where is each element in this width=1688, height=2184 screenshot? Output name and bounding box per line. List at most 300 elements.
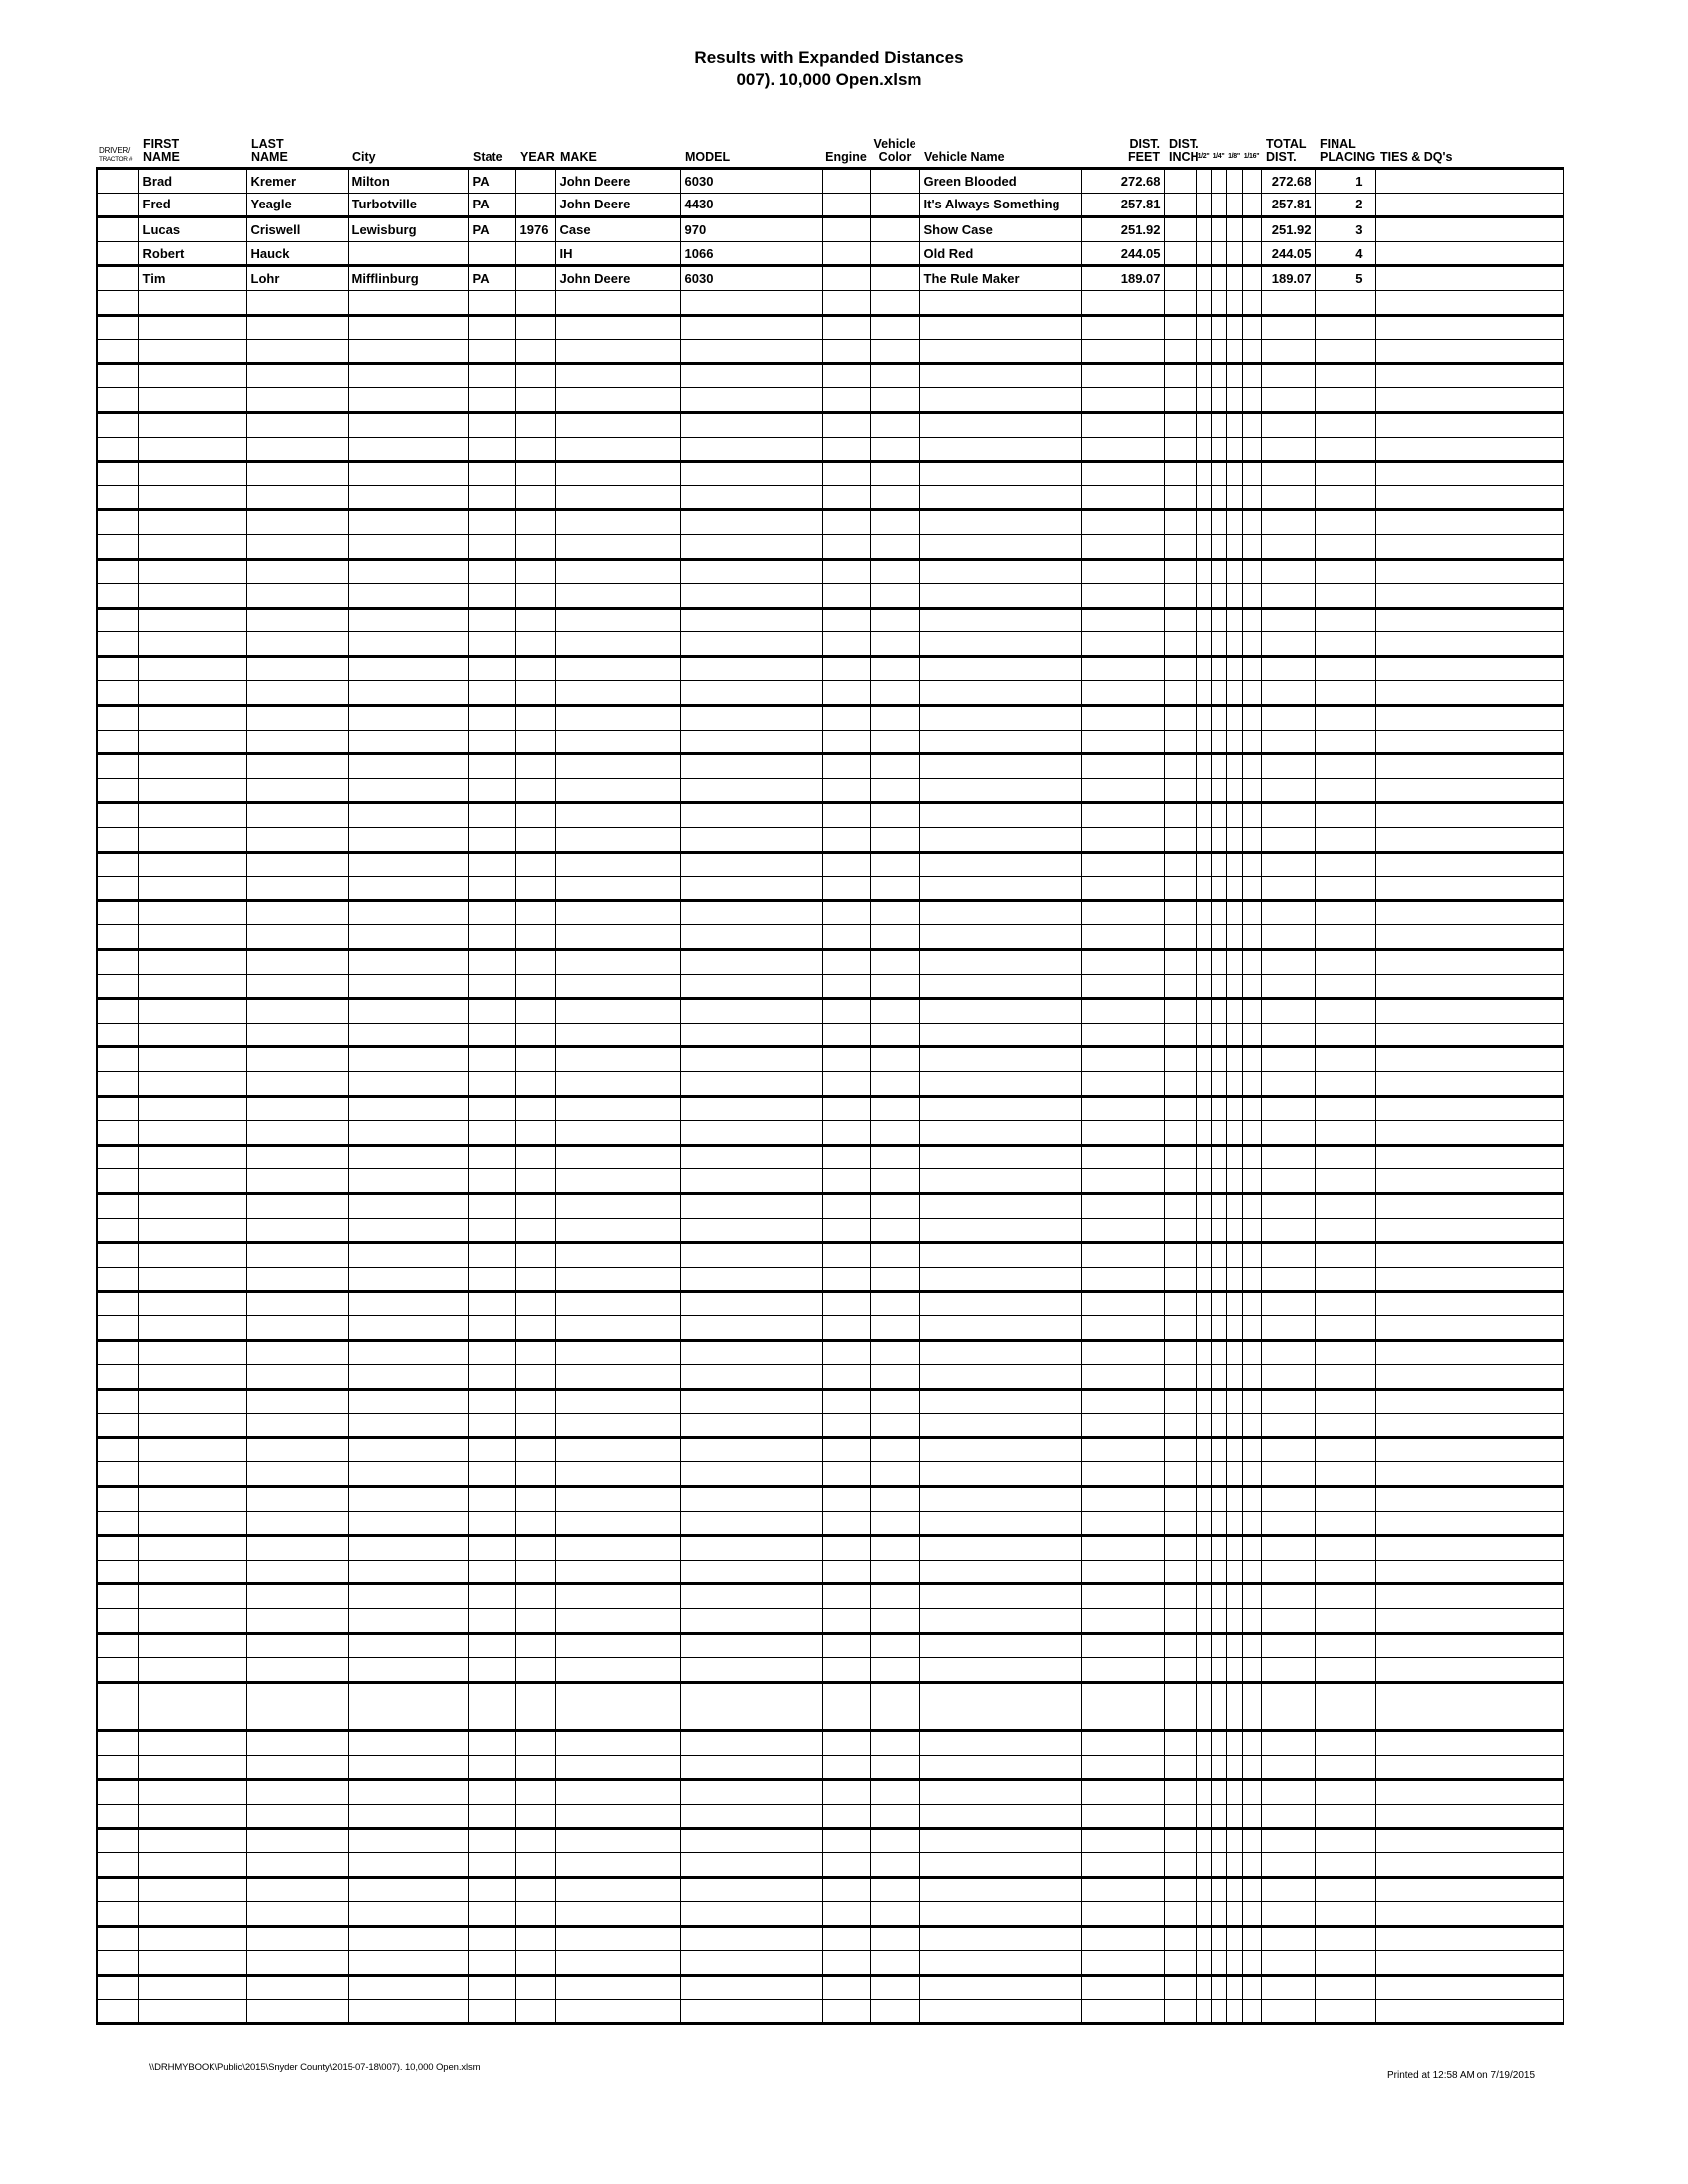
cell-vehicle-name <box>919 852 1081 877</box>
cell-first-name <box>138 1682 246 1706</box>
cell-half-inch <box>1196 584 1211 609</box>
cell-eighth-inch <box>1226 1804 1242 1829</box>
cell-vehicle-color <box>870 1121 919 1146</box>
empty-row <box>97 950 1563 975</box>
cell-final-placing <box>1315 1218 1375 1243</box>
cell-final-placing: 1 <box>1315 169 1375 194</box>
cell-last-name <box>246 730 348 754</box>
cell-vehicle-color <box>870 1145 919 1169</box>
cell-final-placing <box>1315 1584 1375 1609</box>
cell-vehicle-color <box>870 632 919 657</box>
cell-total-dist <box>1261 315 1315 340</box>
cell-vehicle-color <box>870 559 919 584</box>
cell-half-inch <box>1196 1633 1211 1658</box>
cell-sixteenth-inch <box>1242 1682 1261 1706</box>
cell-city <box>348 950 468 975</box>
cell-ties-dqs <box>1375 925 1563 950</box>
cell-total-dist <box>1261 412 1315 437</box>
cell-last-name <box>246 388 348 413</box>
cell-quarter-inch <box>1211 1340 1226 1365</box>
cell-model <box>680 534 822 559</box>
cell-half-inch <box>1196 1193 1211 1218</box>
cell-quarter-inch <box>1211 1999 1226 2024</box>
cell-eighth-inch <box>1226 1437 1242 1462</box>
cell-total-dist <box>1261 1584 1315 1609</box>
cell-engine <box>822 1852 870 1877</box>
cell-ties-dqs <box>1375 1414 1563 1438</box>
cell-ties-dqs <box>1375 462 1563 486</box>
cell-make <box>555 1560 680 1584</box>
empty-row <box>97 1829 1563 1853</box>
data-row <box>97 217 1563 242</box>
cell-quarter-inch <box>1211 1096 1226 1121</box>
cell-ties-dqs <box>1375 656 1563 681</box>
cell-half-inch <box>1196 730 1211 754</box>
cell-dist-inch <box>1164 1414 1196 1438</box>
cell-engine <box>822 462 870 486</box>
empty-row <box>97 388 1563 413</box>
cell-city <box>348 1121 468 1146</box>
cell-model <box>680 1389 822 1414</box>
cell-city <box>348 315 468 340</box>
footer-file-path: \\DRHMYBOOK\Public\2015\Snyder County\2015-07-18\007). 10,000 Open.xlsm <box>149 2062 481 2073</box>
cell-dist-inch <box>1164 1755 1196 1780</box>
cell-vehicle-color <box>870 1633 919 1658</box>
cell-sixteenth-inch <box>1242 1487 1261 1512</box>
cell-state <box>468 1218 515 1243</box>
empty-row <box>97 1755 1563 1780</box>
cell-model <box>680 1121 822 1146</box>
cell-city <box>348 778 468 803</box>
empty-row <box>97 900 1563 925</box>
cell-first-name <box>138 1926 246 1951</box>
cell-first-name <box>138 1999 246 2024</box>
cell-ties-dqs <box>1375 681 1563 706</box>
cell-driver-tractor-num <box>97 608 138 632</box>
cell-first-name <box>138 1511 246 1536</box>
cell-ties-dqs <box>1375 1584 1563 1609</box>
cell-total-dist <box>1261 1145 1315 1169</box>
cell-final-placing <box>1315 1536 1375 1561</box>
cell-final-placing <box>1315 1487 1375 1512</box>
cell-final-placing <box>1315 632 1375 657</box>
cell-model <box>680 1023 822 1047</box>
cell-model <box>680 1414 822 1438</box>
cell-engine <box>822 315 870 340</box>
cell-last-name <box>246 412 348 437</box>
cell-vehicle-name <box>919 1902 1081 1927</box>
cell-year <box>515 877 555 901</box>
cell-sixteenth-inch <box>1242 852 1261 877</box>
cell-ties-dqs <box>1375 363 1563 388</box>
cell-quarter-inch <box>1211 877 1226 901</box>
cell-model <box>680 510 822 535</box>
empty-row <box>97 608 1563 632</box>
cell-city <box>348 730 468 754</box>
cell-make <box>555 1999 680 2024</box>
cell-first-name <box>138 290 246 315</box>
cell-engine <box>822 1389 870 1414</box>
cell-driver-tractor-num <box>97 730 138 754</box>
cell-eighth-inch <box>1226 1243 1242 1268</box>
cell-last-name: Hauck <box>246 241 348 266</box>
cell-dist-feet <box>1081 412 1164 437</box>
cell-engine <box>822 340 870 364</box>
cell-final-placing <box>1315 1340 1375 1365</box>
cell-final-placing <box>1315 1975 1375 1999</box>
cell-model <box>680 1169 822 1194</box>
cell-make <box>555 315 680 340</box>
cell-last-name <box>246 462 348 486</box>
cell-dist-feet <box>1081 1193 1164 1218</box>
cell-make <box>555 1584 680 1609</box>
cell-make <box>555 999 680 1024</box>
cell-make <box>555 1706 680 1731</box>
cell-last-name <box>246 1731 348 1756</box>
cell-ties-dqs <box>1375 1315 1563 1340</box>
cell-make <box>555 730 680 754</box>
column-header-final-placing: FINAL PLACING <box>1315 138 1375 169</box>
cell-half-inch <box>1196 1584 1211 1609</box>
cell-last-name <box>246 1193 348 1218</box>
cell-vehicle-name: Old Red <box>919 241 1081 266</box>
cell-engine <box>822 1340 870 1365</box>
cell-state <box>468 1951 515 1976</box>
cell-make <box>555 1389 680 1414</box>
cell-model <box>680 754 822 779</box>
cell-sixteenth-inch <box>1242 1560 1261 1584</box>
cell-model <box>680 1145 822 1169</box>
cell-model <box>680 363 822 388</box>
cell-dist-feet <box>1081 999 1164 1024</box>
cell-first-name <box>138 340 246 364</box>
cell-half-inch <box>1196 1658 1211 1683</box>
cell-city <box>348 1389 468 1414</box>
cell-sixteenth-inch <box>1242 437 1261 462</box>
cell-dist-inch <box>1164 1633 1196 1658</box>
cell-ties-dqs <box>1375 1951 1563 1976</box>
cell-final-placing <box>1315 1023 1375 1047</box>
cell-first-name <box>138 1487 246 1512</box>
cell-eighth-inch <box>1226 1999 1242 2024</box>
cell-model <box>680 730 822 754</box>
cell-first-name <box>138 534 246 559</box>
cell-ties-dqs <box>1375 852 1563 877</box>
cell-final-placing: 5 <box>1315 266 1375 291</box>
cell-model <box>680 1487 822 1512</box>
cell-engine <box>822 241 870 266</box>
cell-half-inch <box>1196 1780 1211 1805</box>
cell-model <box>680 1926 822 1951</box>
cell-last-name <box>246 1096 348 1121</box>
cell-final-placing <box>1315 925 1375 950</box>
cell-ties-dqs <box>1375 1169 1563 1194</box>
cell-first-name <box>138 1584 246 1609</box>
cell-final-placing <box>1315 1706 1375 1731</box>
cell-engine <box>822 803 870 828</box>
cell-total-dist: 272.68 <box>1261 169 1315 194</box>
cell-engine <box>822 925 870 950</box>
cell-driver-tractor-num <box>97 950 138 975</box>
cell-last-name <box>246 1121 348 1146</box>
cell-dist-inch <box>1164 1096 1196 1121</box>
cell-dist-inch <box>1164 1121 1196 1146</box>
cell-half-inch <box>1196 608 1211 632</box>
cell-final-placing <box>1315 656 1375 681</box>
cell-last-name <box>246 315 348 340</box>
cell-half-inch <box>1196 266 1211 291</box>
cell-eighth-inch <box>1226 1340 1242 1365</box>
cell-quarter-inch <box>1211 852 1226 877</box>
cell-driver-tractor-num <box>97 1780 138 1805</box>
cell-dist-inch <box>1164 852 1196 877</box>
cell-sixteenth-inch <box>1242 1145 1261 1169</box>
cell-dist-inch <box>1164 1145 1196 1169</box>
cell-engine <box>822 1071 870 1096</box>
cell-make <box>555 1804 680 1829</box>
empty-row <box>97 1243 1563 1268</box>
cell-final-placing <box>1315 1877 1375 1902</box>
empty-row <box>97 1852 1563 1877</box>
cell-driver-tractor-num <box>97 754 138 779</box>
cell-state <box>468 559 515 584</box>
cell-half-inch <box>1196 1243 1211 1268</box>
cell-sixteenth-inch <box>1242 485 1261 510</box>
cell-driver-tractor-num <box>97 340 138 364</box>
cell-city <box>348 706 468 731</box>
cell-ties-dqs <box>1375 1536 1563 1561</box>
cell-half-inch <box>1196 485 1211 510</box>
empty-row <box>97 485 1563 510</box>
cell-vehicle-color <box>870 510 919 535</box>
cell-half-inch <box>1196 1218 1211 1243</box>
cell-model <box>680 656 822 681</box>
cell-make <box>555 803 680 828</box>
cell-city <box>348 534 468 559</box>
cell-vehicle-color <box>870 1023 919 1047</box>
cell-last-name <box>246 706 348 731</box>
cell-sixteenth-inch <box>1242 217 1261 242</box>
cell-first-name <box>138 974 246 999</box>
cell-total-dist <box>1261 462 1315 486</box>
cell-driver-tractor-num <box>97 1047 138 1072</box>
cell-quarter-inch <box>1211 1487 1226 1512</box>
cell-final-placing <box>1315 462 1375 486</box>
cell-dist-inch <box>1164 632 1196 657</box>
cell-half-inch <box>1196 1852 1211 1877</box>
cell-dist-feet <box>1081 656 1164 681</box>
cell-total-dist <box>1261 925 1315 950</box>
cell-half-inch <box>1196 1315 1211 1340</box>
cell-year <box>515 1584 555 1609</box>
cell-dist-inch <box>1164 1829 1196 1853</box>
cell-eighth-inch <box>1226 1731 1242 1756</box>
cell-dist-feet <box>1081 1560 1164 1584</box>
cell-final-placing <box>1315 754 1375 779</box>
cell-state <box>468 1999 515 2024</box>
column-header-driver-tractor-num: DRIVER/ TRACTOR # <box>97 138 138 169</box>
cell-last-name <box>246 363 348 388</box>
cell-vehicle-color <box>870 1315 919 1340</box>
cell-quarter-inch <box>1211 340 1226 364</box>
cell-vehicle-color <box>870 1829 919 1853</box>
cell-state <box>468 706 515 731</box>
cell-eighth-inch <box>1226 656 1242 681</box>
column-header-ties-dqs: TIES & DQ's <box>1375 138 1563 169</box>
cell-dist-feet <box>1081 1902 1164 1927</box>
cell-year <box>515 706 555 731</box>
cell-driver-tractor-num <box>97 1584 138 1609</box>
cell-engine <box>822 706 870 731</box>
header-row <box>97 138 1563 169</box>
cell-eighth-inch <box>1226 241 1242 266</box>
cell-vehicle-name <box>919 1389 1081 1414</box>
cell-total-dist <box>1261 1096 1315 1121</box>
cell-driver-tractor-num <box>97 632 138 657</box>
cell-final-placing <box>1315 852 1375 877</box>
cell-vehicle-name <box>919 656 1081 681</box>
cell-make <box>555 363 680 388</box>
cell-first-name <box>138 315 246 340</box>
cell-model: 970 <box>680 217 822 242</box>
cell-year <box>515 1999 555 2024</box>
cell-first-name <box>138 1414 246 1438</box>
cell-engine <box>822 1267 870 1292</box>
cell-sixteenth-inch <box>1242 1706 1261 1731</box>
cell-eighth-inch <box>1226 1315 1242 1340</box>
cell-last-name <box>246 1658 348 1683</box>
cell-final-placing <box>1315 559 1375 584</box>
cell-engine <box>822 828 870 853</box>
cell-half-inch <box>1196 1536 1211 1561</box>
cell-half-inch <box>1196 1804 1211 1829</box>
cell-first-name <box>138 828 246 853</box>
cell-city <box>348 852 468 877</box>
cell-engine <box>822 363 870 388</box>
cell-quarter-inch <box>1211 1902 1226 1927</box>
cell-first-name <box>138 1658 246 1683</box>
cell-dist-feet <box>1081 1877 1164 1902</box>
cell-model: 6030 <box>680 266 822 291</box>
cell-total-dist: 244.05 <box>1261 241 1315 266</box>
cell-last-name <box>246 900 348 925</box>
cell-vehicle-color <box>870 1999 919 2024</box>
cell-total-dist <box>1261 1658 1315 1683</box>
cell-vehicle-color <box>870 730 919 754</box>
cell-dist-inch <box>1164 999 1196 1024</box>
cell-state <box>468 1023 515 1047</box>
cell-last-name <box>246 1951 348 1976</box>
cell-final-placing <box>1315 1096 1375 1121</box>
cell-eighth-inch <box>1226 1658 1242 1683</box>
cell-state: PA <box>468 266 515 291</box>
cell-state <box>468 1731 515 1756</box>
cell-first-name: Robert <box>138 241 246 266</box>
cell-first-name <box>138 1437 246 1462</box>
cell-eighth-inch <box>1226 266 1242 291</box>
cell-state <box>468 1682 515 1706</box>
cell-eighth-inch <box>1226 559 1242 584</box>
cell-half-inch <box>1196 169 1211 194</box>
cell-model <box>680 559 822 584</box>
cell-vehicle-color <box>870 999 919 1024</box>
cell-last-name <box>246 1340 348 1365</box>
cell-model <box>680 1071 822 1096</box>
cell-model <box>680 388 822 413</box>
cell-final-placing <box>1315 999 1375 1024</box>
cell-vehicle-name: Green Blooded <box>919 169 1081 194</box>
cell-year <box>515 1437 555 1462</box>
cell-final-placing <box>1315 1462 1375 1487</box>
cell-driver-tractor-num <box>97 999 138 1024</box>
cell-vehicle-name <box>919 730 1081 754</box>
cell-sixteenth-inch <box>1242 656 1261 681</box>
cell-vehicle-color <box>870 169 919 194</box>
cell-final-placing <box>1315 1511 1375 1536</box>
cell-vehicle-color <box>870 462 919 486</box>
cell-state <box>468 852 515 877</box>
cell-total-dist <box>1261 1340 1315 1365</box>
cell-total-dist <box>1261 656 1315 681</box>
cell-year <box>515 681 555 706</box>
cell-engine <box>822 1096 870 1121</box>
cell-total-dist <box>1261 778 1315 803</box>
cell-total-dist <box>1261 1121 1315 1146</box>
cell-eighth-inch <box>1226 925 1242 950</box>
cell-ties-dqs <box>1375 1999 1563 2024</box>
cell-sixteenth-inch <box>1242 1633 1261 1658</box>
cell-make <box>555 1340 680 1365</box>
cell-quarter-inch <box>1211 1780 1226 1805</box>
cell-ties-dqs <box>1375 754 1563 779</box>
cell-final-placing <box>1315 608 1375 632</box>
cell-total-dist <box>1261 1437 1315 1462</box>
cell-driver-tractor-num <box>97 1340 138 1365</box>
cell-year <box>515 1852 555 1877</box>
cell-make <box>555 559 680 584</box>
cell-sixteenth-inch <box>1242 803 1261 828</box>
cell-total-dist <box>1261 1071 1315 1096</box>
cell-city <box>348 877 468 901</box>
cell-engine <box>822 950 870 975</box>
cell-vehicle-name <box>919 1633 1081 1658</box>
cell-city <box>348 1609 468 1634</box>
table-body <box>97 169 1563 2024</box>
cell-quarter-inch <box>1211 1414 1226 1438</box>
cell-sixteenth-inch <box>1242 1780 1261 1805</box>
cell-total-dist: 189.07 <box>1261 266 1315 291</box>
cell-half-inch <box>1196 1902 1211 1927</box>
cell-quarter-inch <box>1211 1755 1226 1780</box>
cell-ties-dqs <box>1375 266 1563 291</box>
cell-city <box>348 681 468 706</box>
cell-vehicle-name <box>919 1340 1081 1365</box>
cell-final-placing <box>1315 340 1375 364</box>
cell-quarter-inch <box>1211 999 1226 1024</box>
cell-driver-tractor-num <box>97 510 138 535</box>
cell-ties-dqs <box>1375 412 1563 437</box>
cell-driver-tractor-num <box>97 656 138 681</box>
cell-city <box>348 340 468 364</box>
cell-half-inch <box>1196 1487 1211 1512</box>
cell-dist-feet <box>1081 828 1164 853</box>
cell-eighth-inch <box>1226 1951 1242 1976</box>
cell-city <box>348 1169 468 1194</box>
empty-row <box>97 340 1563 364</box>
cell-engine <box>822 1682 870 1706</box>
cell-dist-inch <box>1164 1706 1196 1731</box>
cell-make <box>555 1047 680 1072</box>
